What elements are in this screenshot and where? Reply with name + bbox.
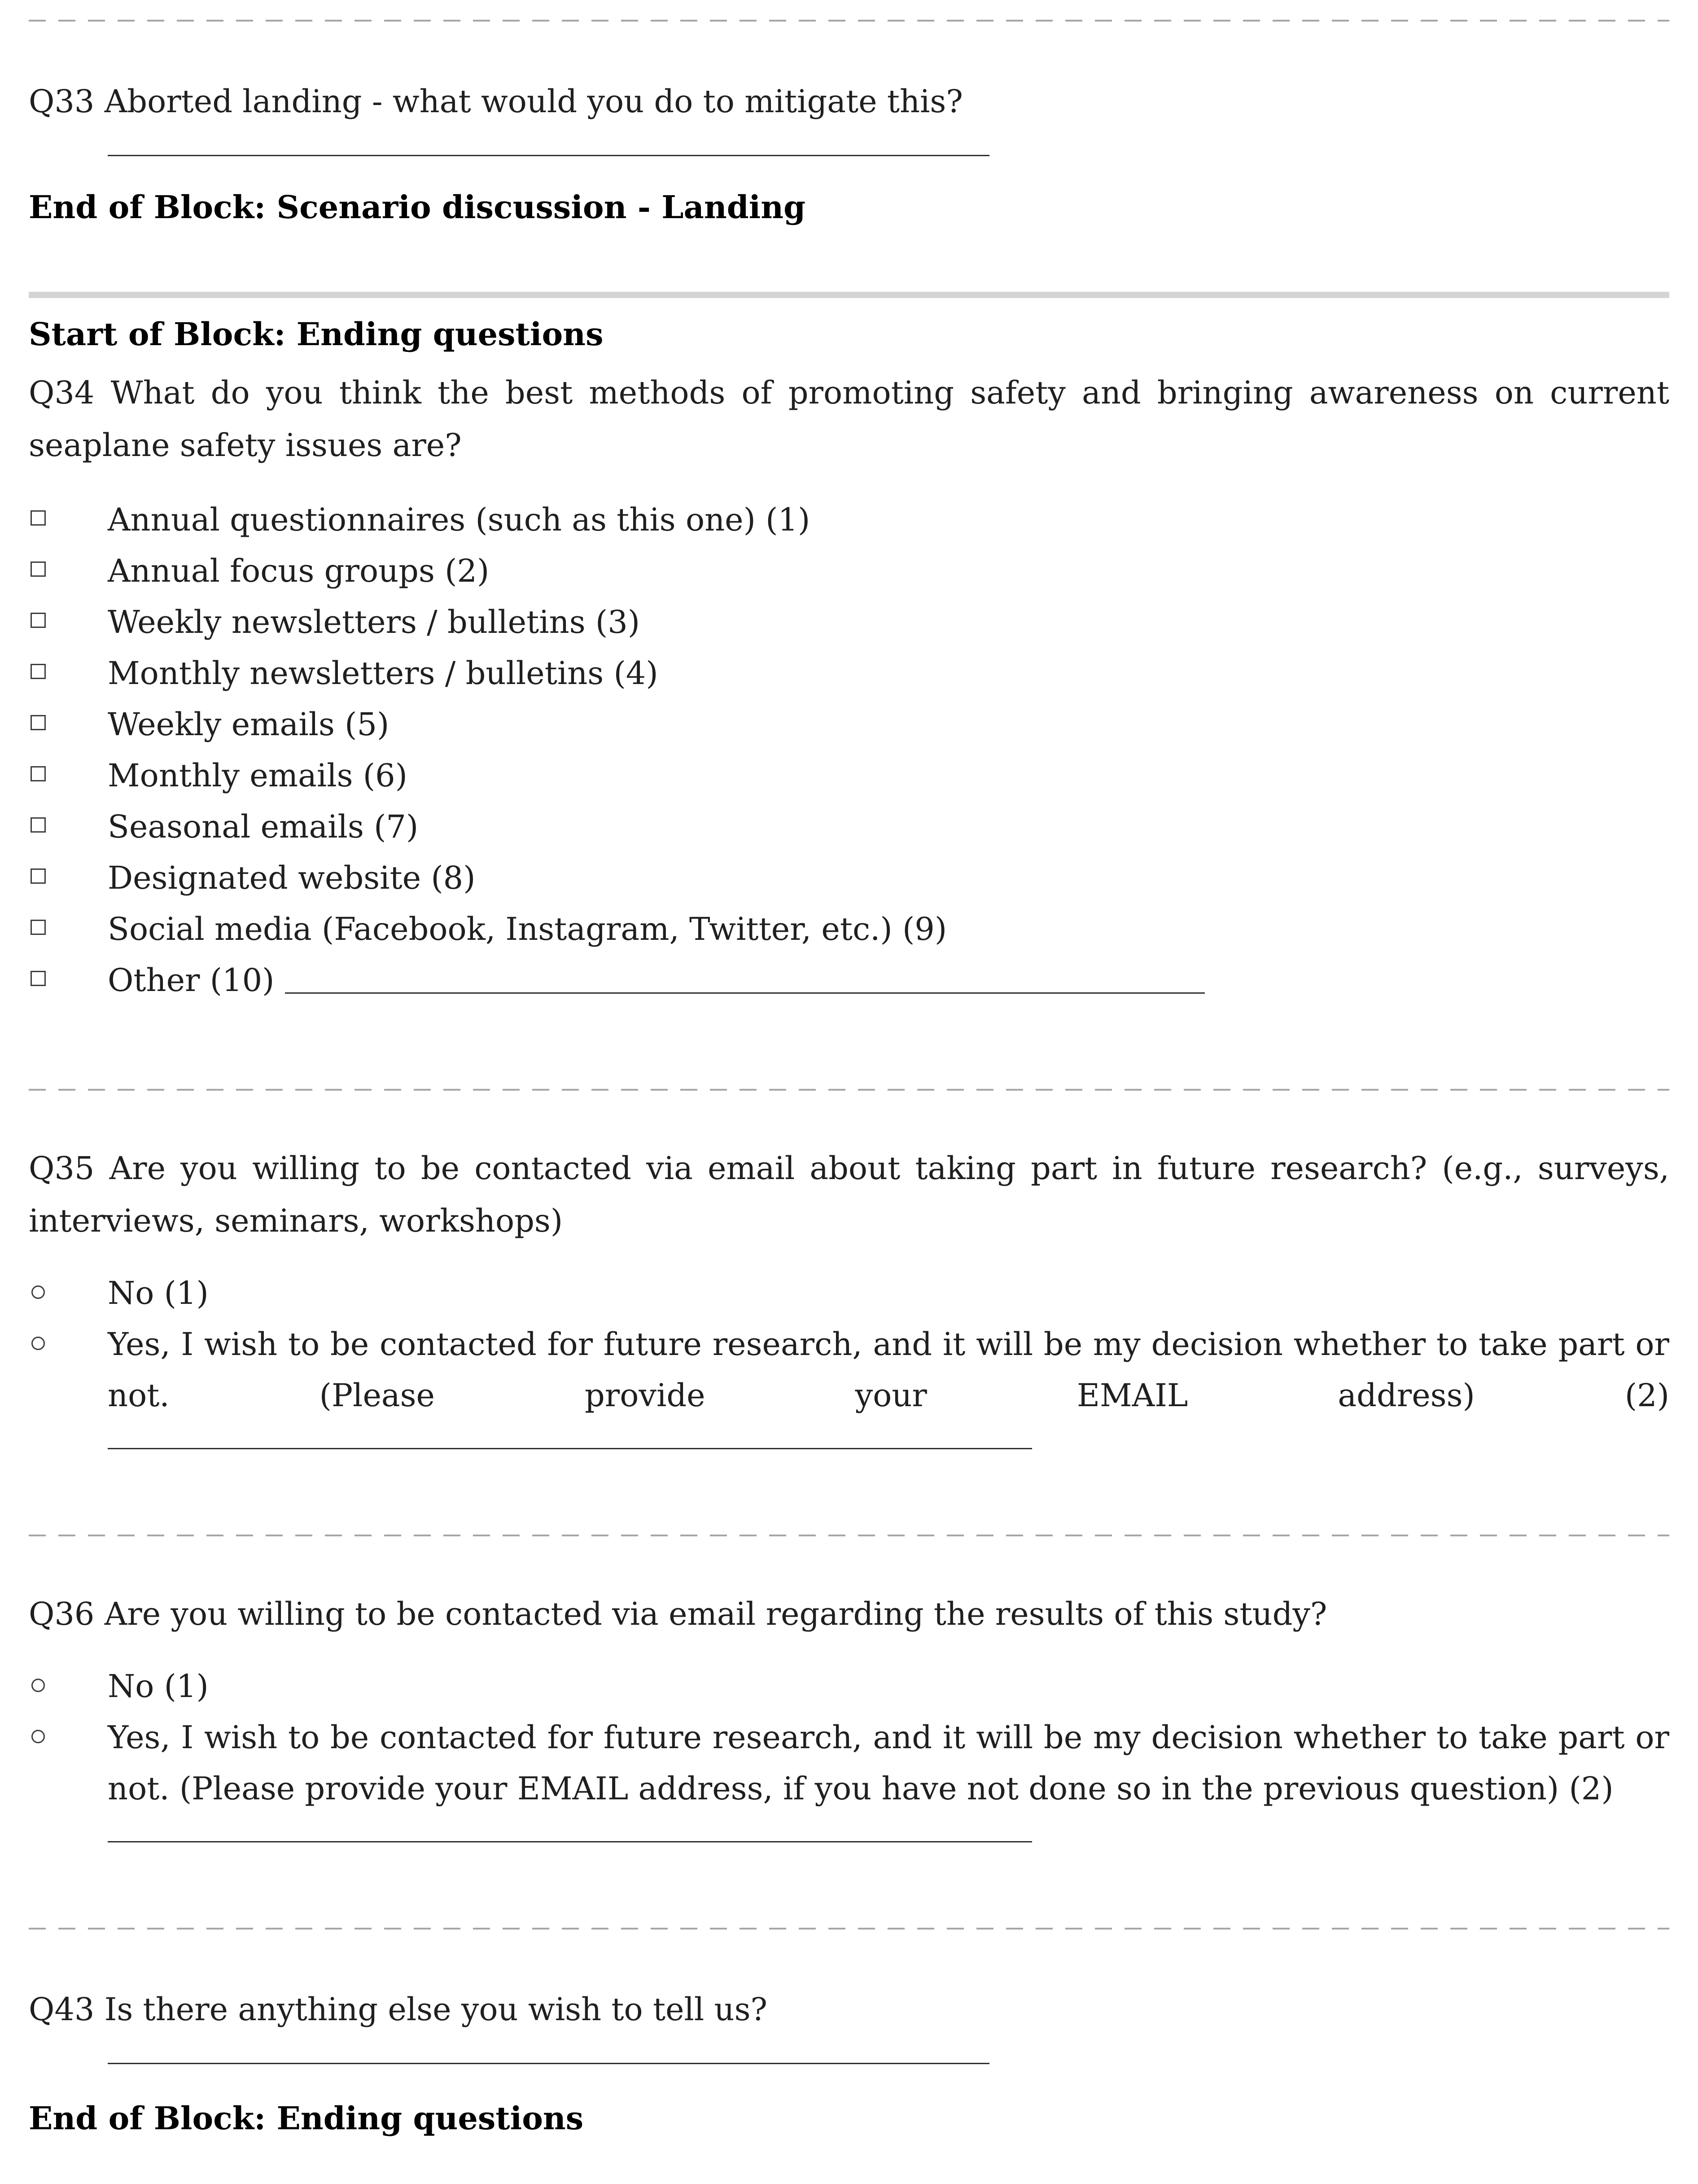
checkbox-option (29, 750, 1669, 801)
option-label: Weekly emails (5) (108, 706, 389, 743)
question-q43-text: Q43 Is there anything else you wish to tell us? (29, 1991, 768, 2028)
radio-icon[interactable] (31, 1730, 45, 1743)
checkbox-option (29, 699, 1669, 750)
q35-email-answer-blank[interactable] (108, 1448, 1032, 1449)
option-label: Yes, I wish to be contacted for future research, and it will be my decision whether to take part or not. (Please provide your EMAIL address, if you have not done so in the previous question) (2) (108, 1719, 1669, 1807)
question-q36-text: Q36 Are you willing to be contacted via email regarding the results of this study? (29, 1596, 1327, 1632)
dashed-separator (29, 1535, 1669, 1536)
checkbox-option (29, 545, 1669, 596)
checkbox-icon[interactable] (31, 766, 46, 781)
q34-options-list (29, 494, 1669, 1006)
option-label: Yes, I wish to be contacted for future research, and it will be my decision whether to take part or not. (Please provide your EMAIL address) (2) (108, 1326, 1669, 1414)
question-q33-text: Q33 Aborted landing - what would you do to mitigate this? (29, 83, 963, 120)
checkbox-icon[interactable] (31, 715, 46, 730)
option-label: Weekly newsletters / bulletins (3) (108, 604, 640, 640)
option-label: Designated website (8) (108, 860, 476, 896)
radio-icon[interactable] (31, 1679, 45, 1692)
option-label: Social media (Facebook, Instagram, Twitter, etc.) (9) (108, 911, 947, 947)
option-label: Annual questionnaires (such as this one) (1) (108, 501, 810, 538)
checkbox-option (29, 903, 1669, 955)
q33-answer-blank[interactable] (108, 155, 989, 156)
radio-icon[interactable] (31, 1285, 45, 1299)
start-of-block-ending-label: Start of Block: Ending questions (29, 316, 604, 353)
q35-options-list (29, 1267, 1669, 1421)
checkbox-option (29, 494, 1669, 545)
checkbox-option-other (29, 955, 1669, 1006)
option-label: Annual focus groups (2) (108, 553, 490, 589)
checkbox-icon[interactable] (31, 817, 46, 833)
q36-options-list (29, 1661, 1669, 1814)
checkbox-option (29, 852, 1669, 903)
option-label: Monthly emails (6) (108, 757, 407, 794)
q43-answer-blank[interactable] (108, 2063, 989, 2064)
checkbox-icon[interactable] (31, 613, 46, 628)
end-of-block-landing-label: End of Block: Scenario discussion - Landing (29, 189, 806, 226)
checkbox-icon[interactable] (31, 664, 46, 679)
checkbox-option (29, 596, 1669, 648)
checkbox-icon[interactable] (31, 510, 46, 526)
question-q35-text: Q35 Are you willing to be contacted via email about taking part in future research? (e.g., surveys, interviews, seminars, workshops) (29, 1150, 1669, 1239)
checkbox-option (29, 648, 1669, 699)
radio-option (29, 1661, 1669, 1712)
option-label: No (1) (108, 1668, 209, 1705)
dashed-separator (29, 1928, 1669, 1930)
other-text-blank[interactable] (285, 992, 1205, 994)
checkbox-icon[interactable] (31, 561, 46, 577)
option-label: Seasonal emails (7) (108, 808, 419, 845)
checkbox-option (29, 801, 1669, 852)
radio-option (29, 1319, 1669, 1421)
option-label (108, 955, 1669, 1006)
radio-option (29, 1712, 1669, 1814)
option-label: No (1) (108, 1275, 209, 1311)
question-q34-text: Q34 What do you think the best methods of promoting safety and bringing awareness on current seaplane safety issues are? (29, 374, 1669, 464)
radio-icon[interactable] (31, 1337, 45, 1350)
option-label: Monthly newsletters / bulletins (4) (108, 655, 658, 692)
end-of-block-ending-label: End of Block: Ending questions (29, 2100, 584, 2137)
dashed-separator (29, 1089, 1669, 1091)
dashed-separator-top (29, 20, 1669, 22)
q36-email-answer-blank[interactable] (108, 1841, 1032, 1842)
checkbox-icon[interactable] (31, 920, 46, 935)
block-divider-rule (29, 292, 1669, 298)
checkbox-icon[interactable] (31, 868, 46, 884)
checkbox-icon[interactable] (31, 971, 46, 986)
other-option-text: Other (10) (108, 962, 275, 999)
radio-option (29, 1267, 1669, 1319)
